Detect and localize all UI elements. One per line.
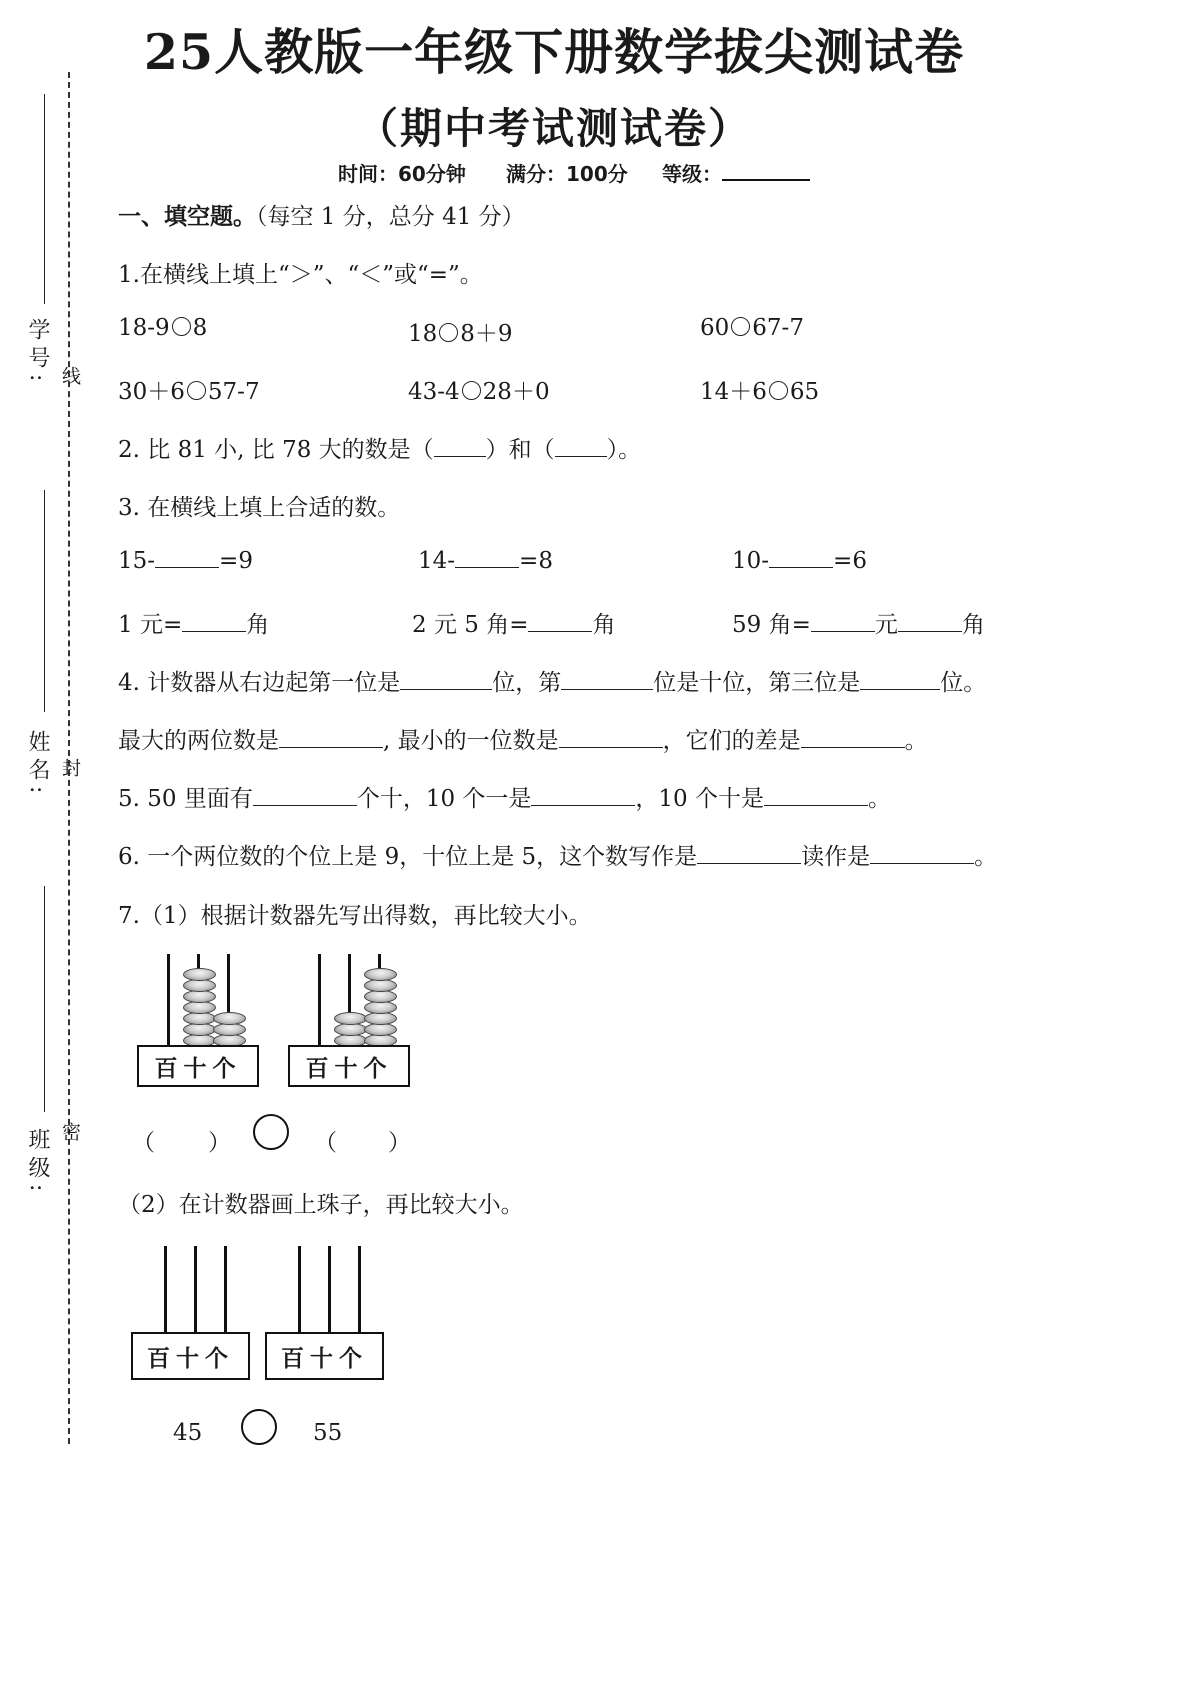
compare-circle[interactable] [731,317,750,336]
answer-blank[interactable] [764,785,868,806]
answer-blank[interactable] [182,611,246,632]
left-number: 45 [173,1420,203,1446]
q7-part1-prompt: 7.（1）根据计数器先写出得数，再比较大小。 [118,903,592,929]
answer-blank[interactable] [279,727,383,748]
name-label: 姓名: [25,730,50,800]
answer-blank[interactable] [559,727,663,748]
exam-grade [662,158,810,187]
abacus-rod [194,1246,197,1334]
q1-prompt: 1.在横线上填上“＞”、“＜”或“=”。 [118,262,483,288]
compare-circle[interactable] [462,381,481,400]
q6: 6. 一个两位数的个位上是 9，十位上是 5，这个数写作是 读作是 。 [118,844,998,870]
right-number: 55 [313,1420,343,1446]
q3-prompt: 3. 在横线上填上合适的数。 [118,495,401,521]
q3-item: 59 角= 元 角 [732,612,985,638]
answer-blank[interactable] [561,669,653,690]
section-note: （每空 1 分，总分 41 分） [256,204,525,230]
answer-blank[interactable] [434,436,486,457]
section-heading [118,198,525,231]
answer-blank[interactable] [528,611,592,632]
answer-blank[interactable] [801,727,905,748]
answer-paren-open: （ [314,1130,337,1156]
student-no-label: 学号: [25,318,50,388]
answer-blank[interactable] [253,785,357,806]
answer-blank[interactable] [555,436,607,457]
class-label: 班级: [25,1128,50,1198]
grade-label: 等级： [662,162,722,186]
abacus-empty-right[interactable] [265,1246,384,1380]
abacus-place-labels: 百十个 [131,1332,250,1380]
answer-paren-close: ） [388,1130,411,1156]
answer-blank[interactable] [769,547,833,568]
abacus-rod [224,1246,227,1334]
binding-mark-feng: 封 [59,758,81,777]
q3-item: 2 元 5 角= 角 [412,612,616,638]
answer-blank[interactable] [870,843,974,864]
exam-time: 时间：60分钟 [338,162,466,186]
q1-item: 60 67-7 [700,315,804,341]
q3-item: 14- =8 [418,548,553,574]
q3-item: 1 元= 角 [118,612,270,638]
answer-blank[interactable] [531,785,635,806]
abacus-right [288,954,410,1088]
compare-circle[interactable] [172,317,191,336]
class-line [44,886,45,1112]
q1-item: 43-4 28＋0 [408,379,550,405]
q1-item: 14＋6 65 [700,379,820,405]
answer-blank[interactable] [898,611,962,632]
abacus-left [137,954,259,1088]
compare-circle[interactable] [241,1409,277,1445]
abacus-bead [364,968,397,981]
abacus-rod [318,954,321,1046]
answer-paren-open: （ [132,1130,155,1156]
section-title: 一、填空题。 [118,203,256,230]
answer-paren-close: ） [208,1130,231,1156]
q3-item: 10- =6 [732,548,867,574]
answer-blank[interactable] [455,547,519,568]
answer-blank[interactable] [697,843,801,864]
q1-item: 18 8＋9 [408,321,513,347]
abacus-rod [358,1246,361,1334]
answer-blank[interactable] [860,669,940,690]
q7-part2-prompt: （2）在计数器画上珠子，再比较大小。 [118,1192,524,1218]
abacus-place-labels: 百十个 [288,1045,410,1087]
abacus-rod [167,954,170,1046]
abacus-bead [183,968,216,981]
compare-circle[interactable] [253,1114,289,1150]
q4-line2: 最大的两位数是 , 最小的一位数是 ，它们的差是 。 [118,728,928,754]
page-title: 25人教版一年级下册数学拔尖测试卷 [143,23,965,81]
grade-blank[interactable] [722,161,810,181]
abacus-rod [328,1246,331,1334]
q1-item: 30＋6 57-7 [118,379,260,405]
q2: 2. 比 81 小, 比 78 大的数是（ ）和（ ）。 [118,437,642,463]
q3-item: 15- =9 [118,548,253,574]
q5: 5. 50 里面有 个十，10 个一是 ，10 个十是 。 [118,786,891,812]
q4-line1: 4. 计数器从右边起第一位是 位，第 位是十位，第三位是 位。 [118,670,987,696]
abacus-empty-left[interactable] [131,1246,250,1380]
compare-circle[interactable] [769,381,788,400]
exam-full-score: 满分：100分 [506,162,628,186]
answer-blank[interactable] [400,669,492,690]
abacus-rod [164,1246,167,1334]
answer-blank[interactable] [155,547,219,568]
answer-blank[interactable] [811,611,875,632]
binding-mark-mi: 密 [59,1122,81,1141]
abacus-bead [213,1012,246,1025]
abacus-bead [334,1012,367,1025]
page-subtitle: （期中考试测试卷） [355,104,752,153]
q1-item: 18-9 8 [118,315,208,341]
binding-mark-xian: 线 [59,366,81,385]
abacus-rod [298,1246,301,1334]
compare-circle[interactable] [187,381,206,400]
compare-circle[interactable] [439,323,458,342]
abacus-place-labels: 百十个 [265,1332,384,1380]
name-line [44,490,45,712]
abacus-place-labels: 百十个 [137,1045,259,1087]
